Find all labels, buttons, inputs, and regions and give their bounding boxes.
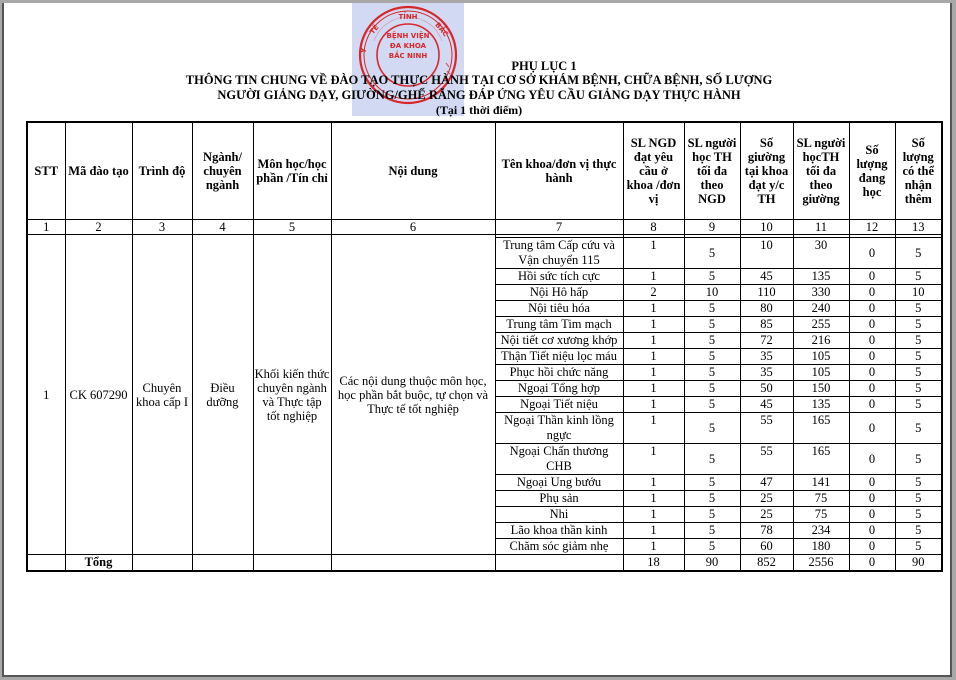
unit-name: Nội Hô hấp	[495, 284, 623, 300]
ngd-count: 1	[623, 522, 684, 538]
unit-name: Nhi	[495, 506, 623, 522]
svg-text:ĐA KHOA: ĐA KHOA	[389, 42, 427, 50]
ngd-count: 1	[623, 443, 684, 474]
bed-count: 45	[740, 396, 793, 412]
column-number: 3	[132, 220, 192, 235]
total-beds: 852	[740, 554, 793, 571]
bed-count: 35	[740, 364, 793, 380]
program-major: Điều dưỡng	[192, 237, 253, 554]
program-code: CK 607290	[65, 237, 132, 554]
can-add-count: 5	[895, 380, 942, 396]
max-students-by-ngd: 5	[684, 237, 740, 268]
total-label: Tổng	[65, 554, 132, 571]
max-students-by-beds: 165	[793, 443, 849, 474]
ngd-count: 2	[623, 284, 684, 300]
svg-text:TẾ: TẾ	[368, 23, 381, 36]
max-students-by-beds: 30	[793, 237, 849, 268]
ngd-count: 1	[623, 268, 684, 284]
max-students-by-ngd: 5	[684, 443, 740, 474]
studying-count: 0	[849, 316, 895, 332]
max-students-by-ngd: 5	[684, 332, 740, 348]
max-students-by-ngd: 5	[684, 348, 740, 364]
ngd-count: 1	[623, 348, 684, 364]
ngd-count: 1	[623, 538, 684, 554]
column-number: 2	[65, 220, 132, 235]
header-course: Môn học/học phần /Tín chỉ	[253, 122, 331, 220]
header-stt: STT	[27, 122, 65, 220]
svg-text:Y: Y	[359, 47, 369, 54]
header-ngd: SL NGD đạt yêu cầu ở khoa /đơn vị	[623, 122, 684, 220]
header-max-ngd: SL người học TH tối đa theo NGD	[684, 122, 740, 220]
max-students-by-ngd: 5	[684, 268, 740, 284]
program-course: Khối kiến thức chuyên ngành và Thực tập tốt nghiệp	[253, 237, 331, 554]
ngd-count: 1	[623, 396, 684, 412]
column-number-row	[27, 220, 942, 235]
column-number: 11	[793, 220, 849, 235]
unit-name: Trung tâm Cấp cứu và Vận chuyển 115	[495, 237, 623, 268]
studying-count: 0	[849, 284, 895, 300]
studying-count: 0	[849, 474, 895, 490]
total-max-beds: 2556	[793, 554, 849, 571]
unit-name: Thận Tiết niệu lọc máu	[495, 348, 623, 364]
table-body	[27, 235, 942, 555]
header-code: Mã đào tạo	[65, 122, 132, 220]
ngd-count: 1	[623, 364, 684, 380]
bed-count: 110	[740, 284, 793, 300]
can-add-count: 5	[895, 364, 942, 380]
can-add-count: 5	[895, 316, 942, 332]
svg-text:TỈNH: TỈNH	[398, 13, 418, 21]
ngd-count: 1	[623, 332, 684, 348]
total-studying: 0	[849, 554, 895, 571]
max-students-by-ngd: 5	[684, 538, 740, 554]
max-students-by-ngd: 5	[684, 506, 740, 522]
bed-count: 80	[740, 300, 793, 316]
document-page	[2, 3, 952, 677]
max-students-by-ngd: 5	[684, 300, 740, 316]
studying-count: 0	[849, 237, 895, 268]
unit-name: Phục hồi chức năng	[495, 364, 623, 380]
max-students-by-beds: 255	[793, 316, 849, 332]
max-students-by-ngd: 5	[684, 364, 740, 380]
studying-count: 0	[849, 364, 895, 380]
max-students-by-ngd: 5	[684, 396, 740, 412]
header-row	[27, 122, 942, 220]
column-number: 6	[331, 220, 495, 235]
studying-count: 0	[849, 522, 895, 538]
header-max-beds: SL người họcTH tối đa theo giường	[793, 122, 849, 220]
ngd-count: 1	[623, 506, 684, 522]
column-number: 12	[849, 220, 895, 235]
max-students-by-beds: 105	[793, 348, 849, 364]
max-students-by-beds: 141	[793, 474, 849, 490]
max-students-by-beds: 234	[793, 522, 849, 538]
can-add-count: 5	[895, 300, 942, 316]
max-students-by-ngd: 5	[684, 316, 740, 332]
total-ngd: 18	[623, 554, 684, 571]
column-number: 8	[623, 220, 684, 235]
studying-count: 0	[849, 412, 895, 443]
max-students-by-ngd: 10	[684, 284, 740, 300]
bed-count: 55	[740, 443, 793, 474]
studying-count: 0	[849, 396, 895, 412]
bed-count: 45	[740, 268, 793, 284]
program-content: Các nội dung thuộc môn học, học phần bắt buộc, tự chọn và Thực tế tốt nghiệp	[331, 237, 495, 554]
max-students-by-beds: 135	[793, 268, 849, 284]
max-students-by-ngd: 5	[684, 522, 740, 538]
can-add-count: 5	[895, 268, 942, 284]
table-row	[27, 237, 942, 268]
can-add-count: 5	[895, 412, 942, 443]
column-number: 10	[740, 220, 793, 235]
header-can-add: Số lượng có thể nhận thêm	[895, 122, 942, 220]
studying-count: 0	[849, 300, 895, 316]
max-students-by-ngd: 5	[684, 412, 740, 443]
header-unit: Tên khoa/đơn vị thực hành	[495, 122, 623, 220]
unit-name: Ngoại Thần kinh lồng ngực	[495, 412, 623, 443]
studying-count: 0	[849, 506, 895, 522]
bed-count: 25	[740, 490, 793, 506]
can-add-count: 5	[895, 474, 942, 490]
program-level: Chuyên khoa cấp I	[132, 237, 192, 554]
studying-count: 0	[849, 490, 895, 506]
unit-name: Lão khoa thần kinh	[495, 522, 623, 538]
unit-name: Hồi sức tích cực	[495, 268, 623, 284]
bed-count: 78	[740, 522, 793, 538]
unit-name: Ngoại Ung bướu	[495, 474, 623, 490]
max-students-by-beds: 165	[793, 412, 849, 443]
bed-count: 10	[740, 237, 793, 268]
bed-count: 35	[740, 348, 793, 364]
max-students-by-beds: 135	[793, 396, 849, 412]
svg-text:BỆNH VIỆN: BỆNH VIỆN	[386, 32, 430, 40]
can-add-count: 5	[895, 522, 942, 538]
can-add-count: 5	[895, 332, 942, 348]
unit-name: Ngoại Chấn thương CHB	[495, 443, 623, 474]
column-number: 7	[495, 220, 623, 235]
appendix-title: PHỤ LỤC 1	[511, 59, 577, 73]
unit-name: Nội tiết cơ xương khớp	[495, 332, 623, 348]
bed-count: 47	[740, 474, 793, 490]
bed-count: 50	[740, 380, 793, 396]
training-info-table	[26, 121, 943, 572]
bed-count: 25	[740, 506, 793, 522]
bed-count: 72	[740, 332, 793, 348]
main-title-line-1: THÔNG TIN CHUNG VỀ ĐÀO TẠO THỰC HÀNH TẠI CƠ SỞ KHÁM BỆNH, CHỮA BỆNH, SỐ LƯỢNG	[185, 73, 773, 87]
svg-text:BẮC: BẮC	[433, 21, 450, 39]
total-row	[27, 554, 942, 571]
header-level: Trình độ	[132, 122, 192, 220]
document-header	[4, 59, 954, 117]
max-students-by-beds: 330	[793, 284, 849, 300]
studying-count: 0	[849, 268, 895, 284]
max-students-by-beds: 216	[793, 332, 849, 348]
can-add-count: 5	[895, 348, 942, 364]
unit-name: Ngoại Tổng hợp	[495, 380, 623, 396]
studying-count: 0	[849, 538, 895, 554]
ngd-count: 1	[623, 474, 684, 490]
unit-name: Phụ sản	[495, 490, 623, 506]
max-students-by-beds: 180	[793, 538, 849, 554]
can-add-count: 5	[895, 490, 942, 506]
column-number: 1	[27, 220, 65, 235]
header-studying: Số lượng đang học	[849, 122, 895, 220]
max-students-by-ngd: 5	[684, 474, 740, 490]
column-number: 5	[253, 220, 331, 235]
header-content: Nội dung	[331, 122, 495, 220]
bed-count: 60	[740, 538, 793, 554]
main-title-line-2: NGƯỜI GIẢNG DẠY, GIƯỜNG/GHẾ RĂNG ĐÁP ỨNG YÊU CẦU GIẢNG DẠY THỰC HÀNH	[217, 88, 741, 102]
max-students-by-beds: 150	[793, 380, 849, 396]
can-add-count: 5	[895, 506, 942, 522]
studying-count: 0	[849, 332, 895, 348]
ngd-count: 1	[623, 300, 684, 316]
bed-count: 85	[740, 316, 793, 332]
ngd-count: 1	[623, 237, 684, 268]
unit-name: Trung tâm Tim mạch	[495, 316, 623, 332]
column-number: 4	[192, 220, 253, 235]
bed-count: 55	[740, 412, 793, 443]
total-max-ngd: 90	[684, 554, 740, 571]
unit-name: Nội tiêu hóa	[495, 300, 623, 316]
column-number: 13	[895, 220, 942, 235]
unit-name: Chăm sóc giảm nhẹ	[495, 538, 623, 554]
column-number: 9	[684, 220, 740, 235]
max-students-by-ngd: 5	[684, 490, 740, 506]
unit-name: Ngoại Tiết niệu	[495, 396, 623, 412]
total-can-add: 90	[895, 554, 942, 571]
studying-count: 0	[849, 380, 895, 396]
max-students-by-beds: 105	[793, 364, 849, 380]
max-students-by-beds: 240	[793, 300, 849, 316]
subtitle: (Tại 1 thời điểm)	[435, 103, 523, 117]
ngd-count: 1	[623, 380, 684, 396]
max-students-by-beds: 75	[793, 490, 849, 506]
can-add-count: 5	[895, 237, 942, 268]
studying-count: 0	[849, 443, 895, 474]
studying-count: 0	[849, 348, 895, 364]
can-add-count: 10	[895, 284, 942, 300]
header-beds: Số giường tại khoa đạt y/c TH	[740, 122, 793, 220]
can-add-count: 5	[895, 443, 942, 474]
ngd-count: 1	[623, 412, 684, 443]
max-students-by-beds: 75	[793, 506, 849, 522]
ngd-count: 1	[623, 490, 684, 506]
header-major: Ngành/ chuyên ngành	[192, 122, 253, 220]
max-students-by-ngd: 5	[684, 380, 740, 396]
ngd-count: 1	[623, 316, 684, 332]
can-add-count: 5	[895, 396, 942, 412]
program-stt: 1	[27, 237, 65, 554]
svg-text:BẮC NINH: BẮC NINH	[388, 52, 428, 60]
can-add-count: 5	[895, 538, 942, 554]
